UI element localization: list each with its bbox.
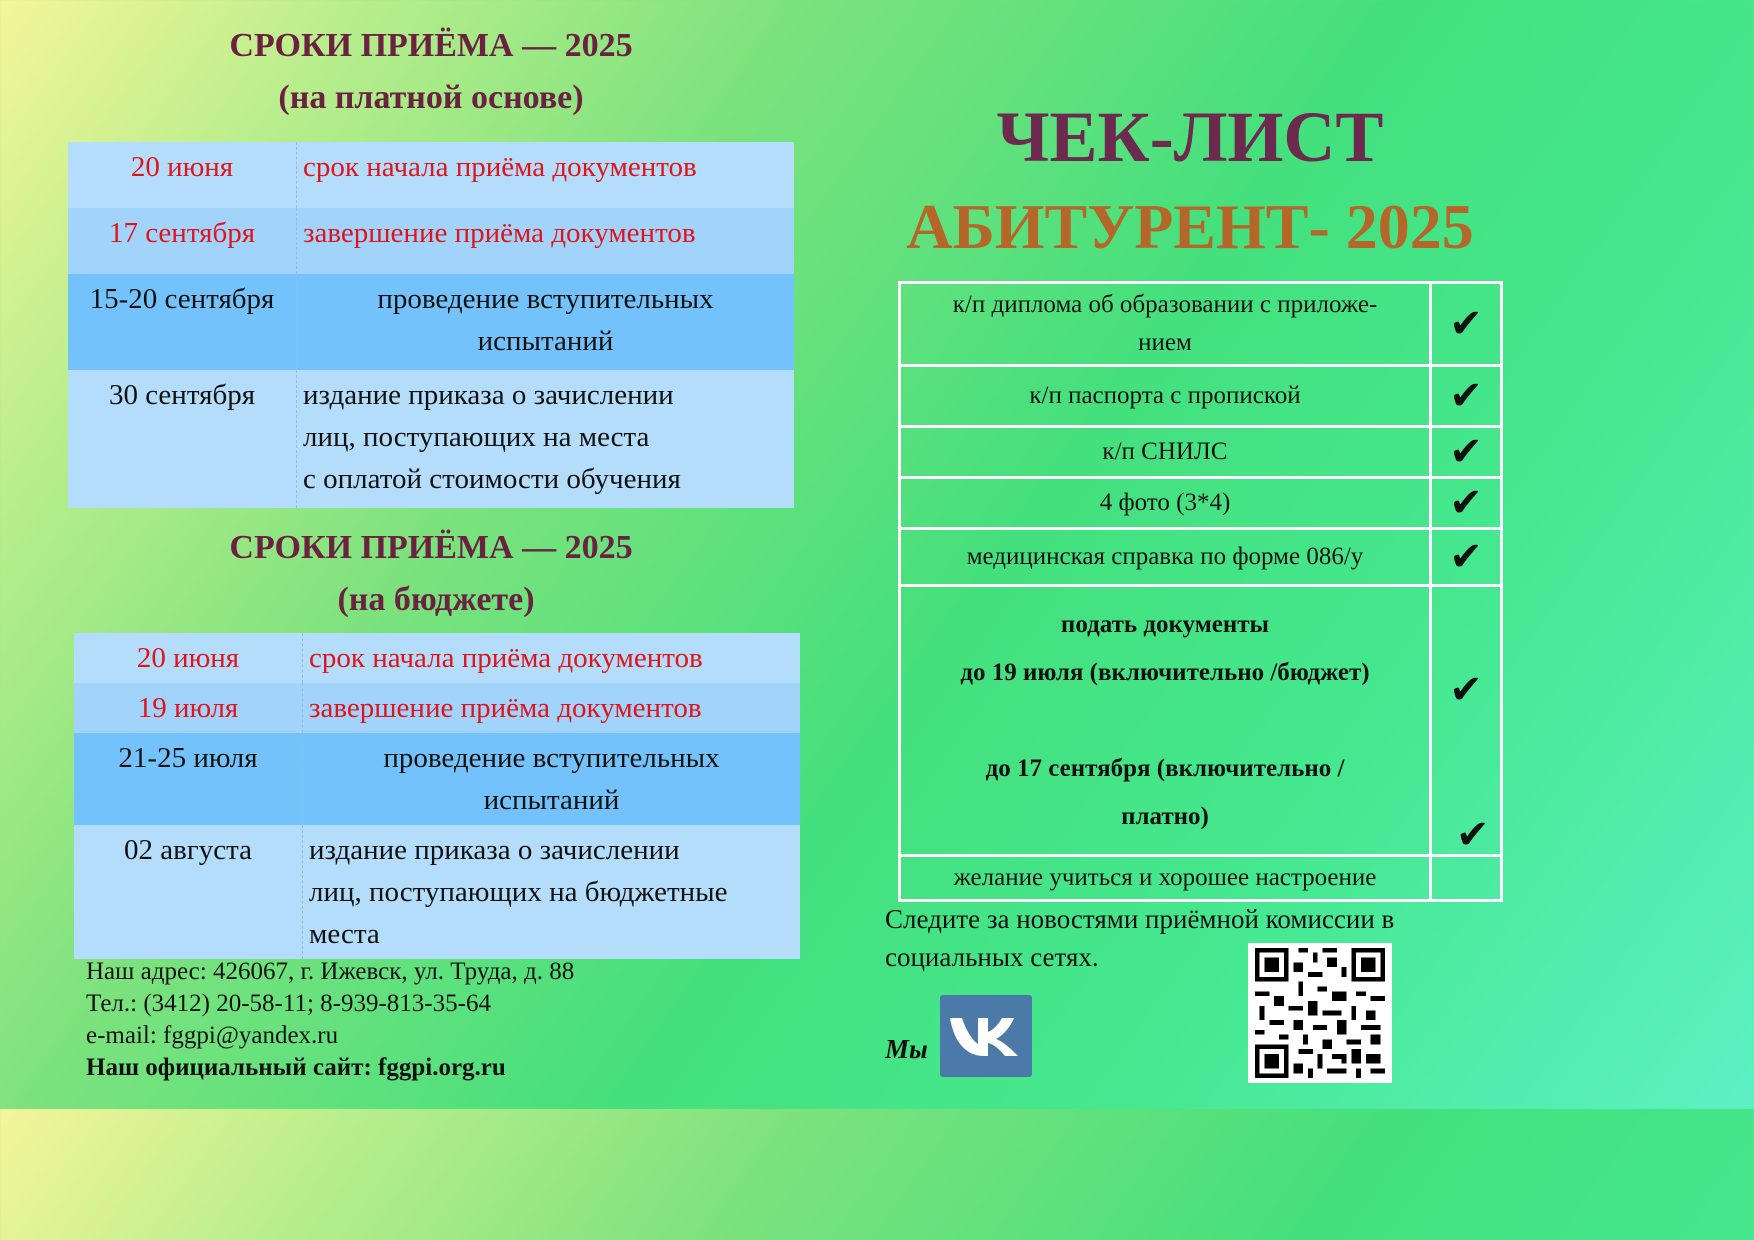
checklist-row [900, 283, 1502, 366]
paid-title: СРОКИ ПРИЁМА — 2025 [229, 27, 633, 64]
checklist-item-3: к/п СНИЛС [900, 427, 1431, 478]
paid-text-4-line-1: издание приказа о зачислении [303, 379, 674, 411]
budget-title: СРОКИ ПРИЁМА — 2025 [229, 529, 633, 566]
checklist-row [900, 478, 1502, 529]
empty-check-cell [1431, 856, 1502, 901]
vk-glyph [948, 1014, 1024, 1058]
checklist-item-6-line-1: подать документы [1060, 610, 1270, 638]
checklist-row [900, 586, 1502, 856]
qr-code-graphic [1248, 943, 1392, 1083]
checklist-item-6-line-2: до 19 июля (включительно /бюджет) [960, 658, 1370, 686]
checklist-item-1-line-1: к/п диплома об образовании с приложе- [952, 291, 1378, 318]
checklist-row [900, 529, 1502, 586]
checklist-row [900, 427, 1502, 478]
paid-date-2: 17 сентября [108, 217, 256, 249]
social-text-line-1: Следите за новостями приёмной комиссии в [885, 904, 1395, 934]
qr-code-icon[interactable] [1248, 943, 1392, 1083]
paid-date-3: 15-20 сентября [89, 283, 275, 315]
social-text-line-2: социальных сетях. [885, 942, 1099, 972]
paid-text-2: завершение приёма документов [297, 208, 795, 274]
phone-text: Тел.: (3412) 20-58-11; 8-939-813-35-64 [86, 990, 491, 1017]
budget-date-1: 20 июня [136, 642, 240, 674]
check-icon: ✔ [1431, 283, 1502, 366]
budget-text-2: завершение приёма документов [303, 683, 801, 733]
check-icon: ✔ [1431, 586, 1502, 856]
checklist-item-2: к/п паспорта с пропиской [900, 366, 1431, 427]
checklist-row [900, 366, 1502, 427]
checklist-item-1 [900, 283, 1431, 366]
check-icon: ✔ [1456, 812, 1490, 858]
paid-text-3: проведение вступительных испытаний [297, 274, 795, 370]
address-text: Наш адрес: 426067, г. Ижевск, ул. Труда, д. 88 [86, 958, 575, 985]
budget-text-1: срок начала приёма документов [303, 633, 801, 683]
budget-text-4-line-2: лиц, поступающих на бюджетные [309, 876, 728, 908]
budget-text-3: проведение вступительных испытаний [303, 733, 801, 825]
paid-schedule-table [68, 142, 794, 508]
paid-date-1: 20 июня [130, 151, 234, 183]
budget-text-4-line-1: издание приказа о зачислении [309, 834, 680, 866]
budget-date-2: 19 июля [137, 692, 239, 724]
checklist-item-7: желание учиться и хорошее настроение [900, 856, 1431, 901]
site-link[interactable]: Наш официальный сайт: fggpi.org.ru [86, 1054, 506, 1081]
budget-text-4-line-3: места [309, 918, 380, 950]
check-icon: ✔ [1431, 478, 1502, 529]
check-icon: ✔ [1431, 427, 1502, 478]
table-row [68, 142, 794, 208]
budget-text-4 [303, 825, 801, 959]
budget-date-4: 02 августа [124, 834, 252, 866]
checklist-item-6-spacer [911, 697, 1419, 745]
budget-subtitle: (на бюджете) [337, 581, 535, 618]
checklist-item-6-line-5: платно) [1121, 802, 1209, 830]
social-text [885, 900, 1485, 976]
paid-text-4-line-2: лиц, поступающих на места [303, 421, 650, 453]
we-label: Мы [885, 1034, 928, 1064]
budget-schedule-table [74, 633, 800, 959]
table-row [74, 733, 800, 825]
check-icon: ✔ [1431, 366, 1502, 427]
contacts-block [86, 956, 806, 1084]
paid-subtitle: (на платной основе) [278, 79, 584, 116]
checklist-item-4: 4 фото (3*4) [900, 478, 1431, 529]
email-link[interactable]: e-mail: fggpi@yandex.ru [86, 1022, 339, 1049]
checklist-title: ЧЕК-ЛИСТ [996, 97, 1384, 177]
checklist-item-6-line-4: до 17 сентября (включительно / [985, 754, 1345, 782]
paid-text-4-line-3: с оплатой стоимости обучения [303, 463, 681, 495]
paid-text-4 [297, 370, 795, 508]
checklist-item-5: медицинская справка по форме 086/у [900, 529, 1431, 586]
check-icon: ✔ [1431, 529, 1502, 586]
checklist-item-1-line-2: нием [1138, 329, 1192, 356]
checklist-subtitle: АБИТУРЕНТ- 2025 [906, 191, 1474, 262]
table-row [74, 633, 800, 683]
table-row [74, 683, 800, 733]
vk-logo-icon[interactable] [940, 995, 1032, 1077]
paid-text-1: срок начала приёма документов [297, 142, 795, 208]
table-row [68, 274, 794, 370]
table-row [68, 208, 794, 274]
table-row [74, 825, 800, 959]
paid-date-4: 30 сентября [108, 379, 256, 411]
checklist-row [900, 856, 1502, 901]
table-row [68, 370, 794, 508]
checklist-item-6 [900, 586, 1431, 856]
budget-date-3: 21-25 июля [118, 742, 258, 774]
checklist-table [898, 281, 1503, 902]
